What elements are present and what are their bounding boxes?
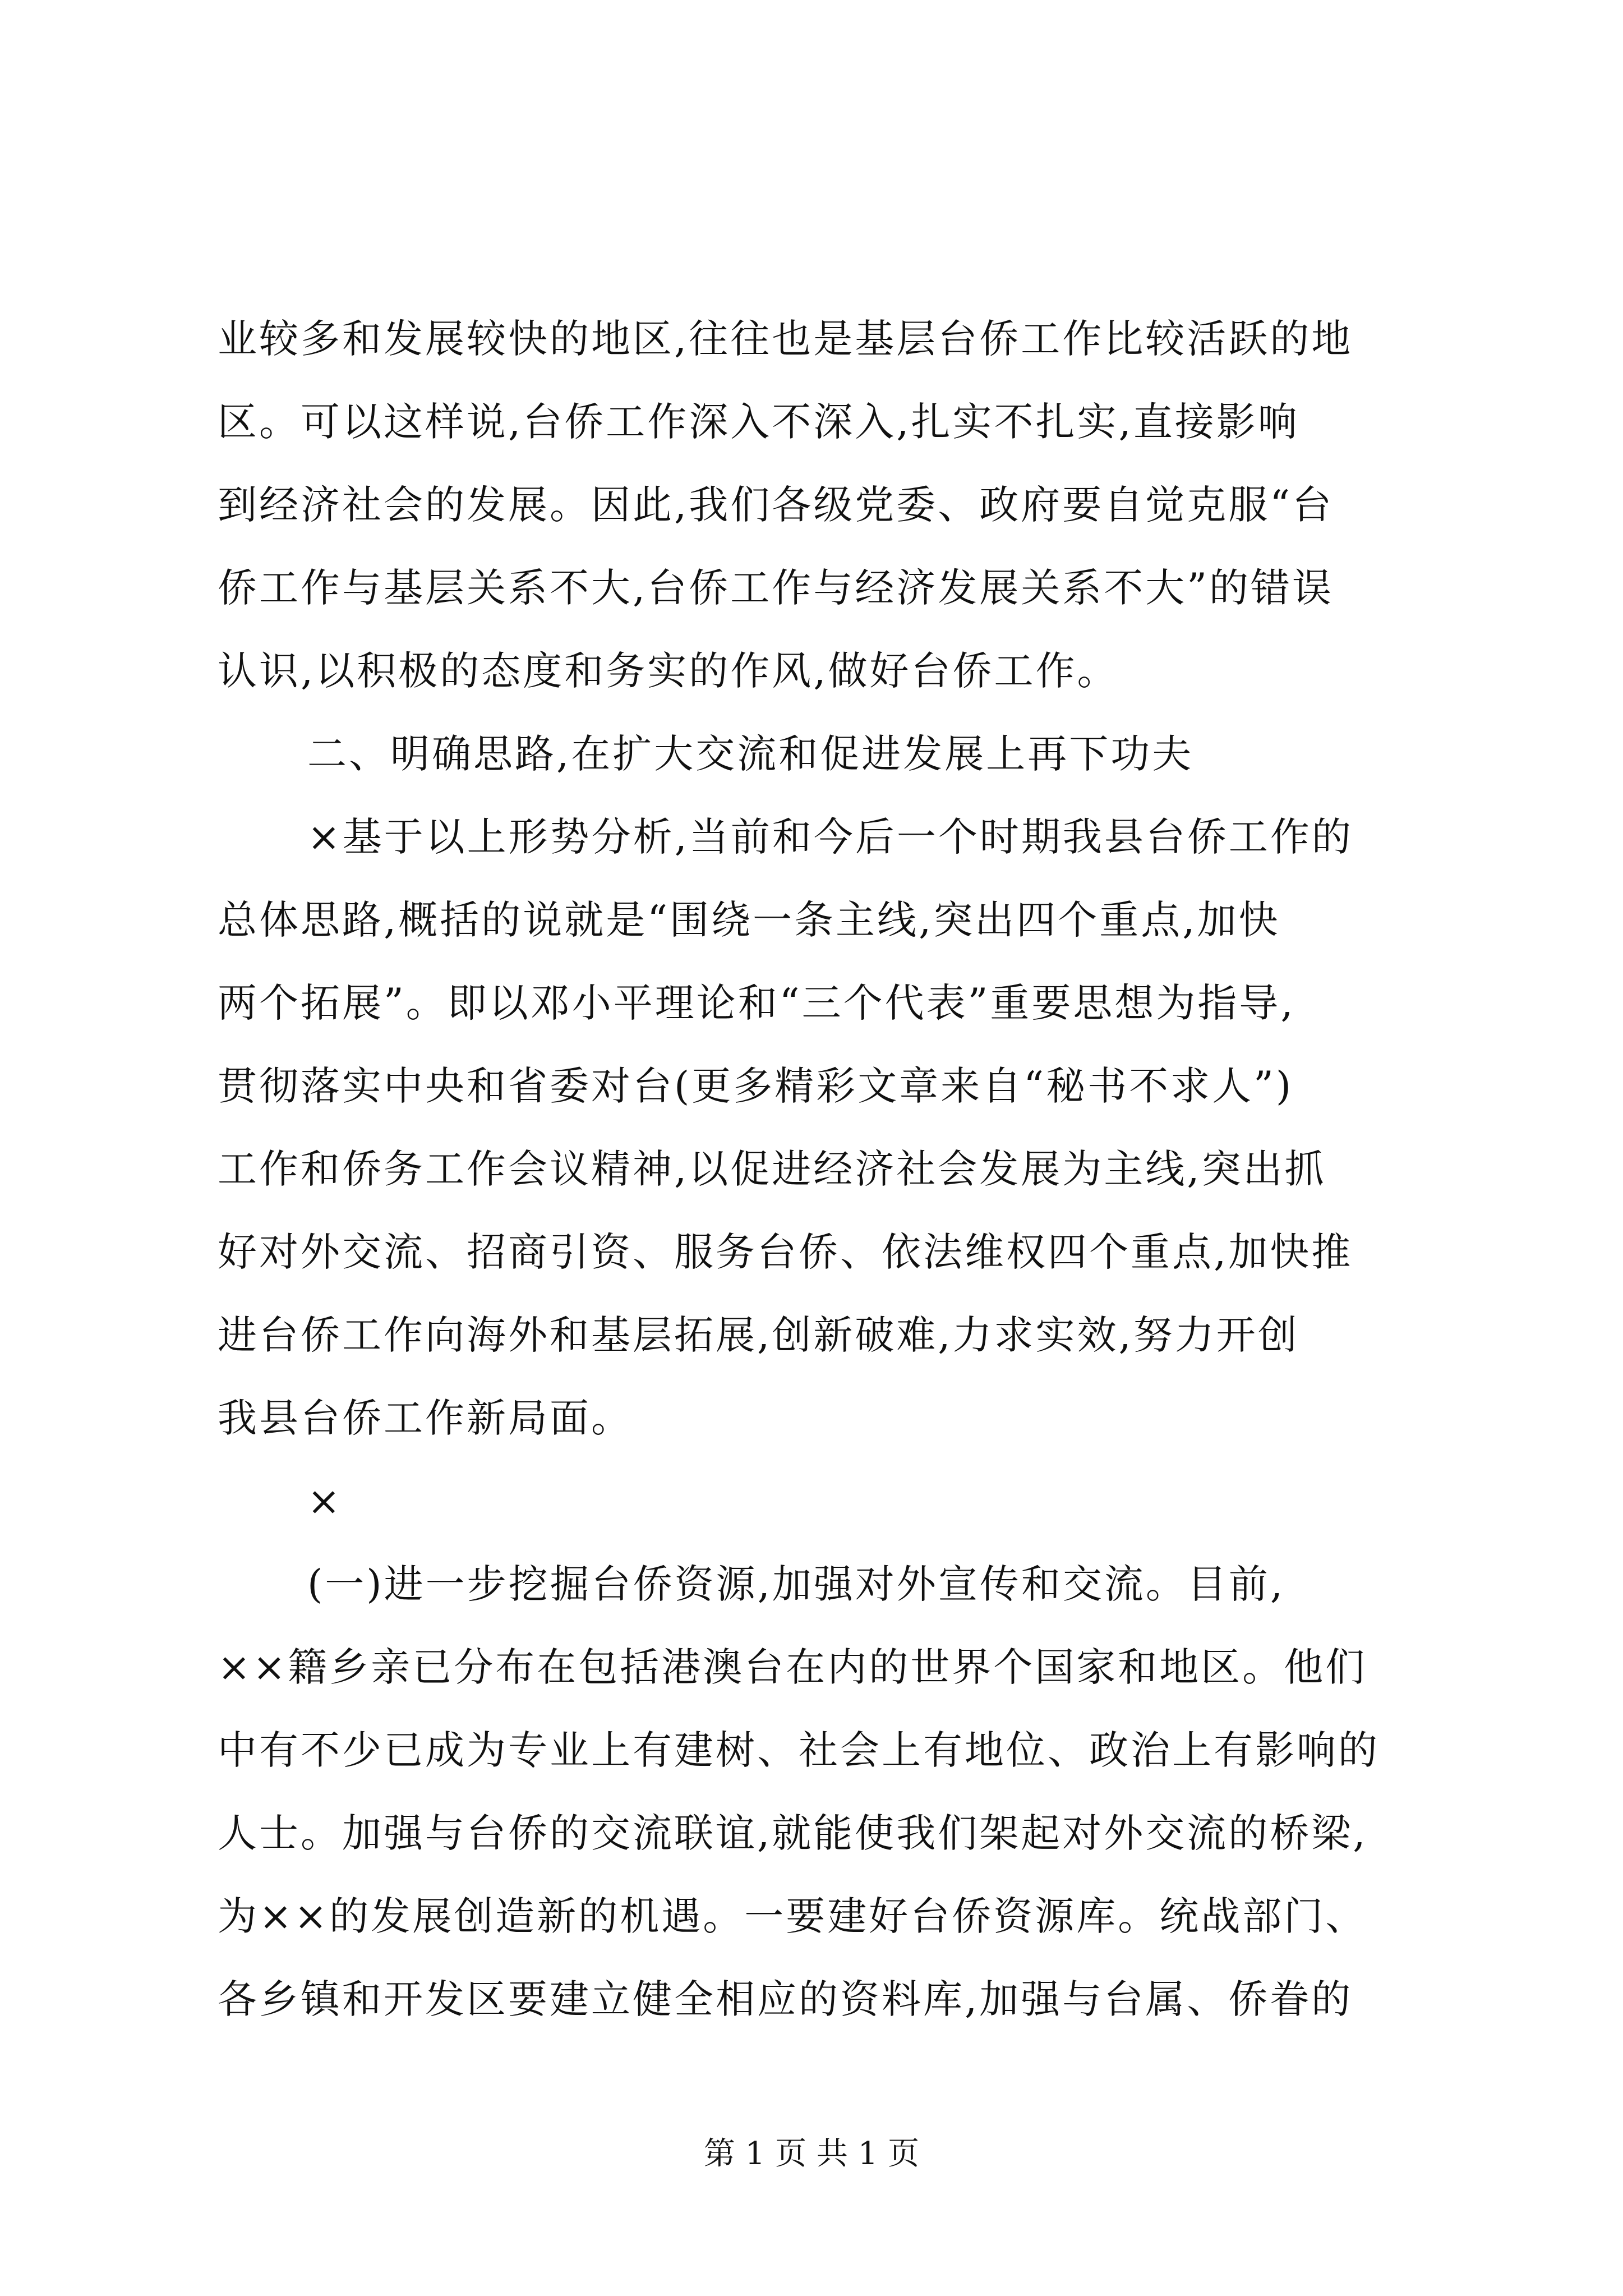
text-line-17: ××籍乡亲已分布在包括港澳台在内的世界个国家和地区。他们: [218, 1644, 1367, 1690]
text-line-21: 各乡镇和开发区要建立健全相应的资料库,加强与台属、侨眷的: [218, 1976, 1353, 2022]
text-line-10: 贯彻落实中央和省委对台(更多精彩文章来自“秘书不求人”): [218, 1063, 1294, 1109]
text-line-11: 工作和侨务工作会议精神,以促进经济社会发展为主线,突出抓: [218, 1146, 1326, 1192]
text-line-9: 两个拓展”。即以邓小平理论和“三个代表”重要思想为指导,: [218, 980, 1295, 1026]
text-line-13: 进台侨工作向海外和基层拓展,创新破难,力求实效,努力开创: [218, 1312, 1299, 1358]
page-number-footer: 第 1 页 共 1 页: [703, 2136, 920, 2172]
text-line-14: 我县台侨工作新局面。: [218, 1395, 633, 1441]
text-line-2: 区。可以这样说,台侨工作深入不深入,扎实不扎实,直接影响: [218, 399, 1299, 445]
text-line-7: ×基于以上形势分析,当前和今后一个时期我县台侨工作的: [307, 814, 1353, 860]
text-line-5: 认识,以积极的态度和务实的作风,做好台侨工作。: [218, 648, 1119, 694]
text-line-20: 为××的发展创造新的机遇。一要建好台侨资源库。统战部门、: [218, 1893, 1367, 1939]
section-heading: 二、明确思路,在扩大交流和促进发展上再下功夫: [307, 731, 1194, 777]
text-line-8: 总体思路,概括的说就是“围绕一条主线,突出四个重点,加快: [218, 897, 1280, 943]
document-body: [218, 297, 1435, 2041]
text-line-3: 到经济社会的发展。因此,我们各级党委、政府要自觉克服“台: [218, 482, 1334, 528]
text-line-18: 中有不少已成为专业上有建树、社会上有地位、政治上有影响的: [218, 1727, 1380, 1773]
subsection-paragraph-start: (一)进一步挖掘台侨资源,加强对外宣传和交流。目前,: [307, 1561, 1285, 1607]
text-line-19: 人士。加强与台侨的交流联谊,就能使我们架起对外交流的桥梁,: [218, 1810, 1368, 1856]
separator-mark: ×: [307, 1478, 343, 1524]
text-line-4: 侨工作与基层关系不大,台侨工作与经济发展关系不大”的错误: [218, 565, 1334, 611]
text-line-12: 好对外交流、招商引资、服务台侨、依法维权四个重点,加快推: [218, 1229, 1353, 1275]
text-line-1: 业较多和发展较快的地区,往往也是基层台侨工作比较活跃的地: [218, 316, 1353, 362]
